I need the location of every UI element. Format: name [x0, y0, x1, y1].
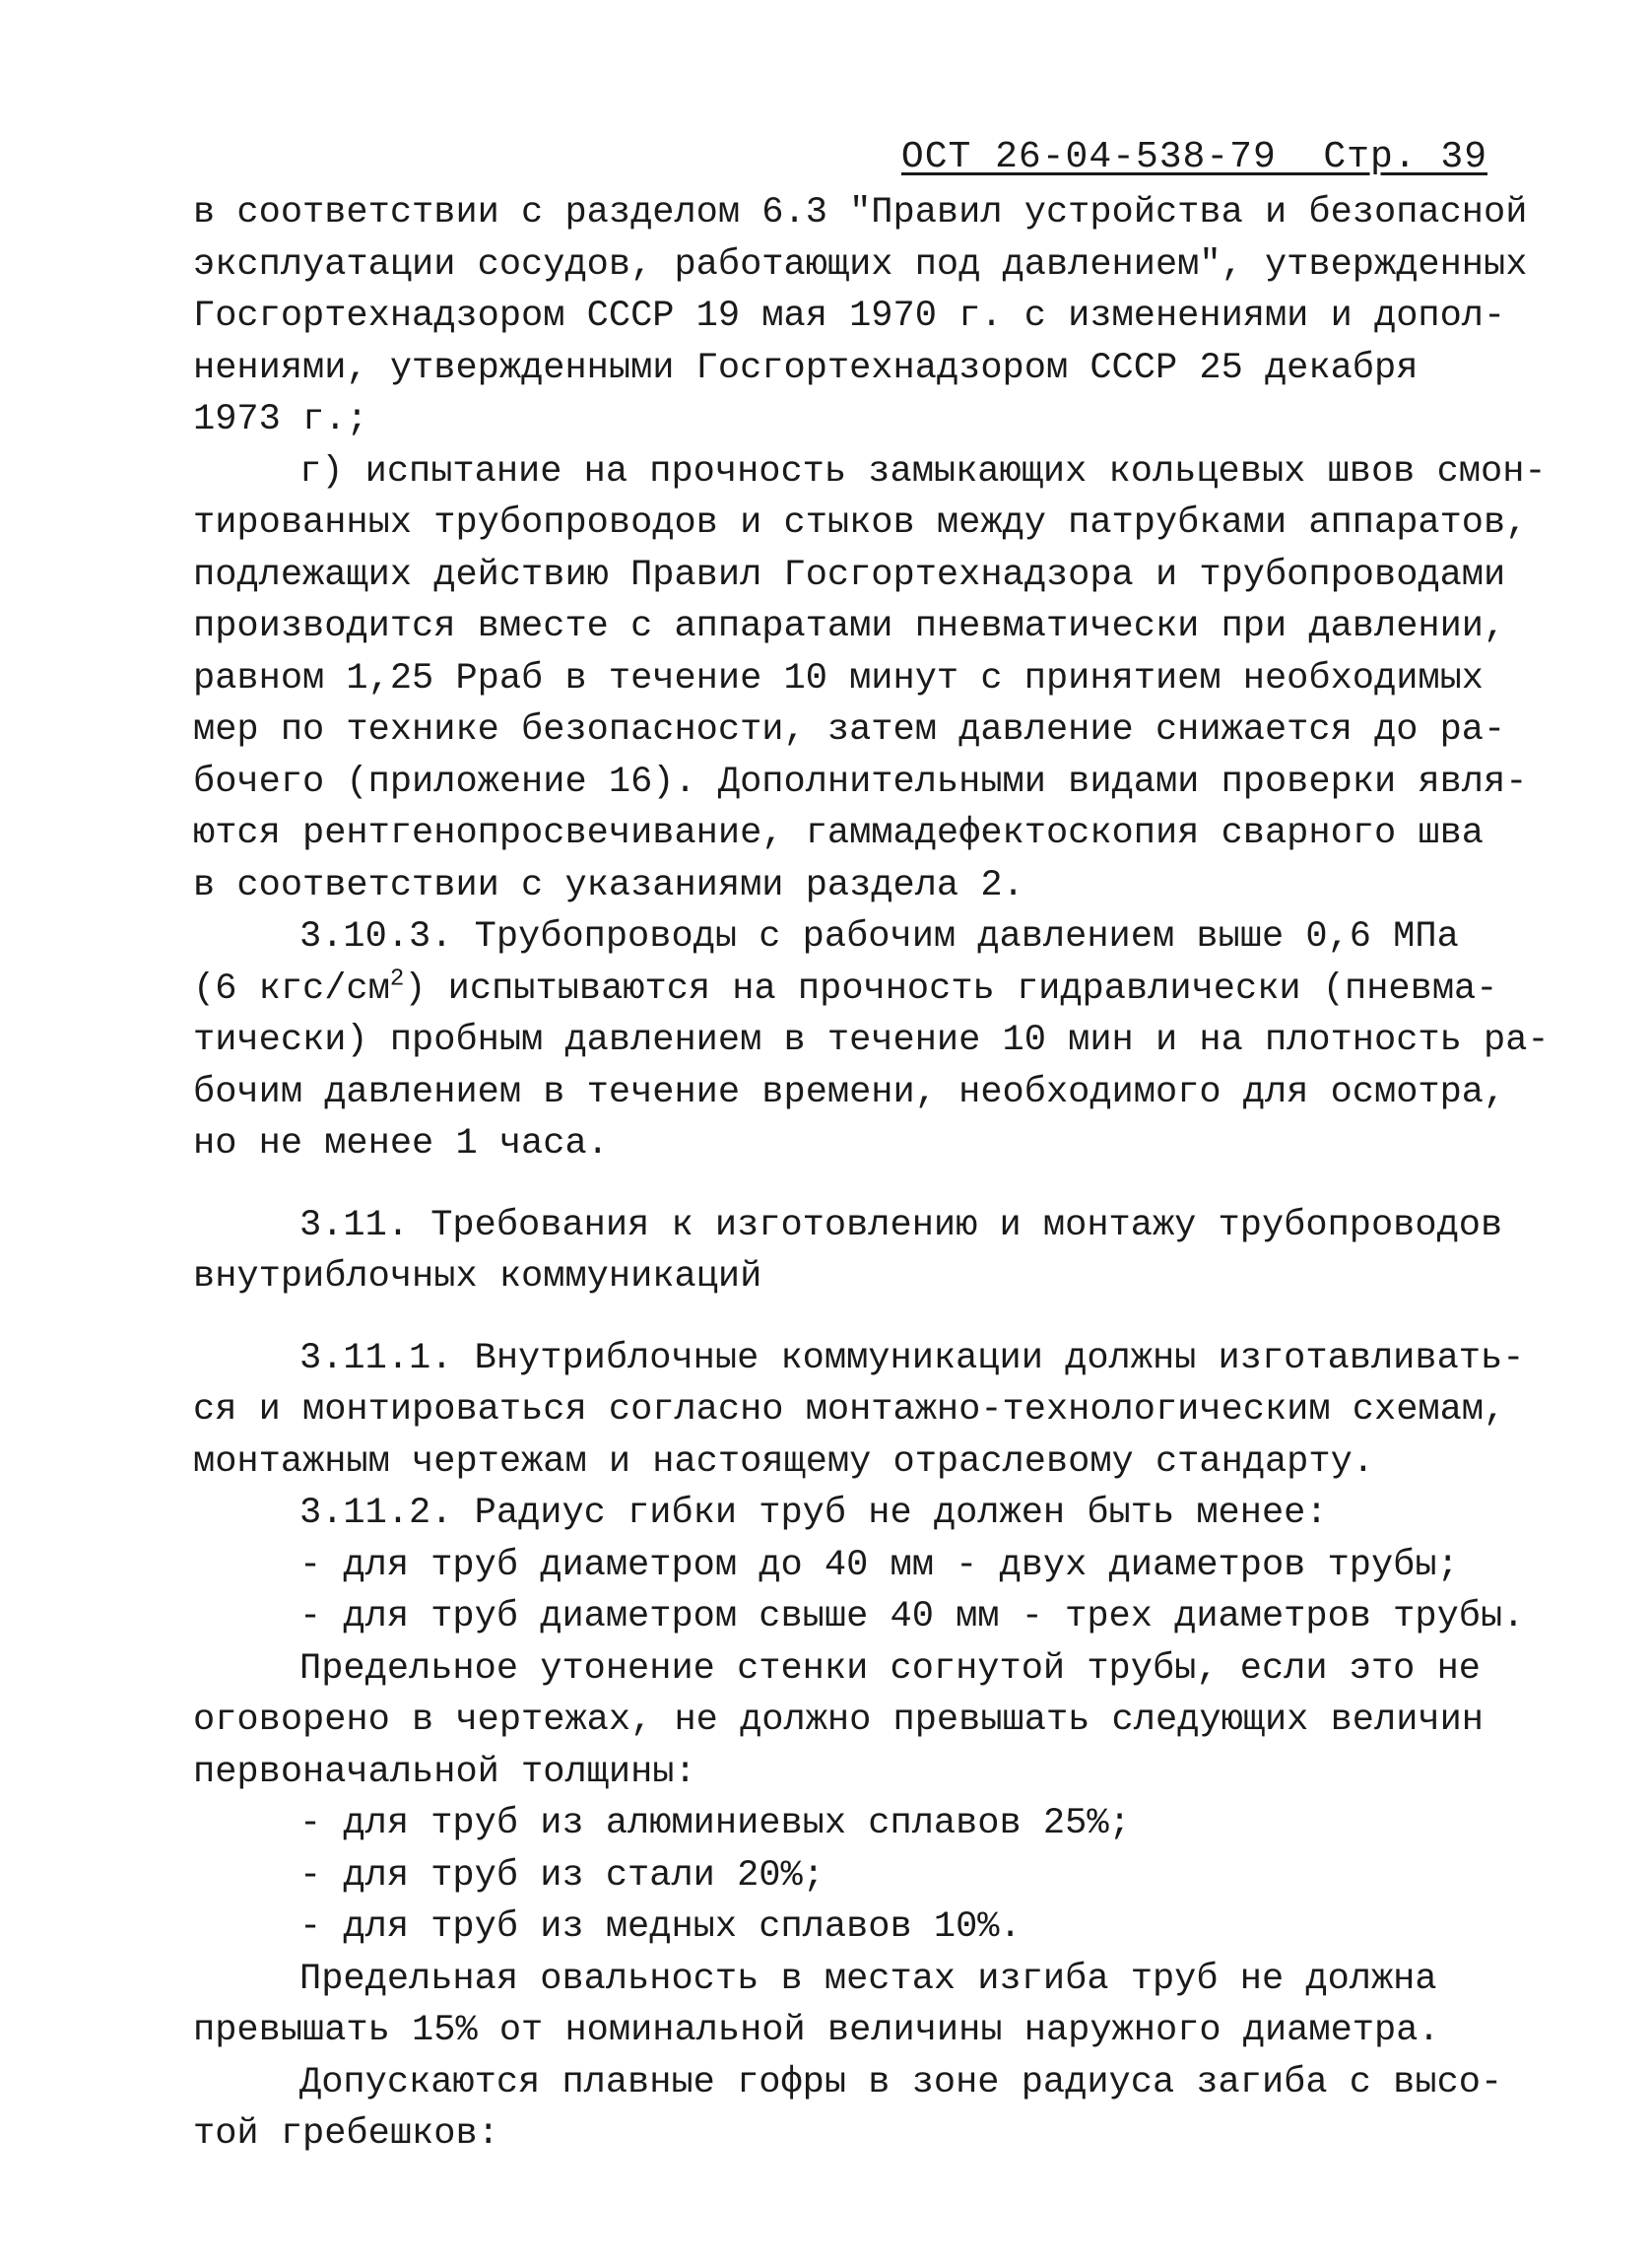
list-item: - для труб из стали 20%;	[299, 1854, 825, 1897]
text-line: ся и монтироваться согласно монтажно-технологическим схемам,	[193, 1389, 1506, 1431]
document-header: ОСТ 26-04-538-79 Стр. 39	[900, 136, 1487, 178]
text-line: нениями, утвержденными Госгортехнадзором СССР 25 декабря	[193, 347, 1419, 389]
text-line: той гребешков:	[193, 2113, 499, 2155]
text-line: производится вместе с аппаратами пневматически при давлении,	[193, 606, 1506, 647]
text-line: эксплуатации сосудов, работающих под давлением", утвержденных	[193, 243, 1528, 286]
text-line: 1973 г.;	[193, 399, 368, 440]
list-item: - для труб диаметром свыше 40 мм - трех диаметров трубы.	[299, 1596, 1525, 1637]
section-3-11-1: 3.11.1. Внутриблочные коммуникации должны изготавливать-	[299, 1337, 1525, 1379]
text-line: но не менее 1 часа.	[193, 1123, 609, 1165]
section-3-10-3: 3.10.3. Трубопроводы с рабочим давлением выше 0,6 МПа	[299, 916, 1459, 958]
text-line: ются рентгенопросвечивание, гаммадефектоскопия сварного шва	[193, 813, 1485, 854]
text-line: монтажным чертежам и настоящему отраслевому стандарту.	[193, 1440, 1374, 1483]
text-line: первоначальной толщины:	[193, 1751, 696, 1793]
text-line: тированных трубопроводов и стыков между патрубками аппаратов,	[193, 502, 1528, 544]
superscript: 2	[389, 966, 405, 993]
text-line: превышать 15% от номинальной величины наружного диаметра.	[193, 2010, 1440, 2051]
text-fragment: (6 кгс/см	[193, 967, 390, 1010]
text-line: бочим давлением в течение времени, необходимого для осмотра,	[193, 1071, 1506, 1113]
list-item: - для труб диаметром до 40 мм - двух диаметров трубы;	[299, 1544, 1459, 1586]
paragraph-start: Предельная овальность в местах изгиба труб не должна	[299, 1958, 1437, 2000]
paragraph-start: Допускаются плавные гофры в зоне радиуса загиба с высо-	[299, 2061, 1503, 2103]
text-line: тически) пробным давлением в течение 10 мин и на плотность ра-	[193, 1020, 1550, 1061]
paragraph-start: Предельное утонение стенки согнутой трубы, если это не	[299, 1647, 1481, 1690]
list-item: - для труб из медных сплавов 10%.	[299, 1906, 1022, 1948]
document-body	[193, 187, 1550, 2161]
text-line-with-superscript	[193, 964, 1503, 1016]
text-line: равном 1,25 Рраб в течение 10 минут с принятием необходимых	[193, 657, 1485, 700]
paragraph-item-g: г) испытание на прочность замыкающих кольцевых швов смон-	[299, 450, 1547, 493]
section-3-11-2: 3.11.2. Радиус гибки труб не должен быть менее:	[299, 1493, 1328, 1534]
text-line: мер по технике безопасности, затем давление снижается до ра-	[193, 709, 1506, 751]
spacer	[193, 1303, 1503, 1333]
text-line: в соответствии с указаниями раздела 2.	[193, 864, 1024, 906]
list-item: - для труб из алюминиевых сплавов 25%;	[299, 1803, 1131, 1844]
section-heading-3-11: 3.11. Требования к изготовлению и монтажу трубопроводов	[299, 1204, 1503, 1246]
text-line: оговорено в чертежах, не должно превышать следующих величин	[193, 1700, 1485, 1741]
text-line: бочего (приложение 16). Дополнительными видами проверки явля-	[193, 761, 1528, 803]
text-fragment: ) испытываются на прочность гидравлически (пневма-	[404, 967, 1498, 1010]
text-line: подлежащих действию Правил Госгортехнадзора и трубопроводами	[193, 554, 1506, 596]
text-line: Госгортехнадзором СССР 19 мая 1970 г. с изменениями и допол-	[193, 296, 1506, 337]
text-line: в соответствии с разделом 6.3 "Правил устройства и безопасной	[193, 192, 1528, 233]
section-heading-3-11-cont: внутриблочных коммуникаций	[193, 1256, 762, 1298]
spacer	[193, 1170, 1503, 1200]
